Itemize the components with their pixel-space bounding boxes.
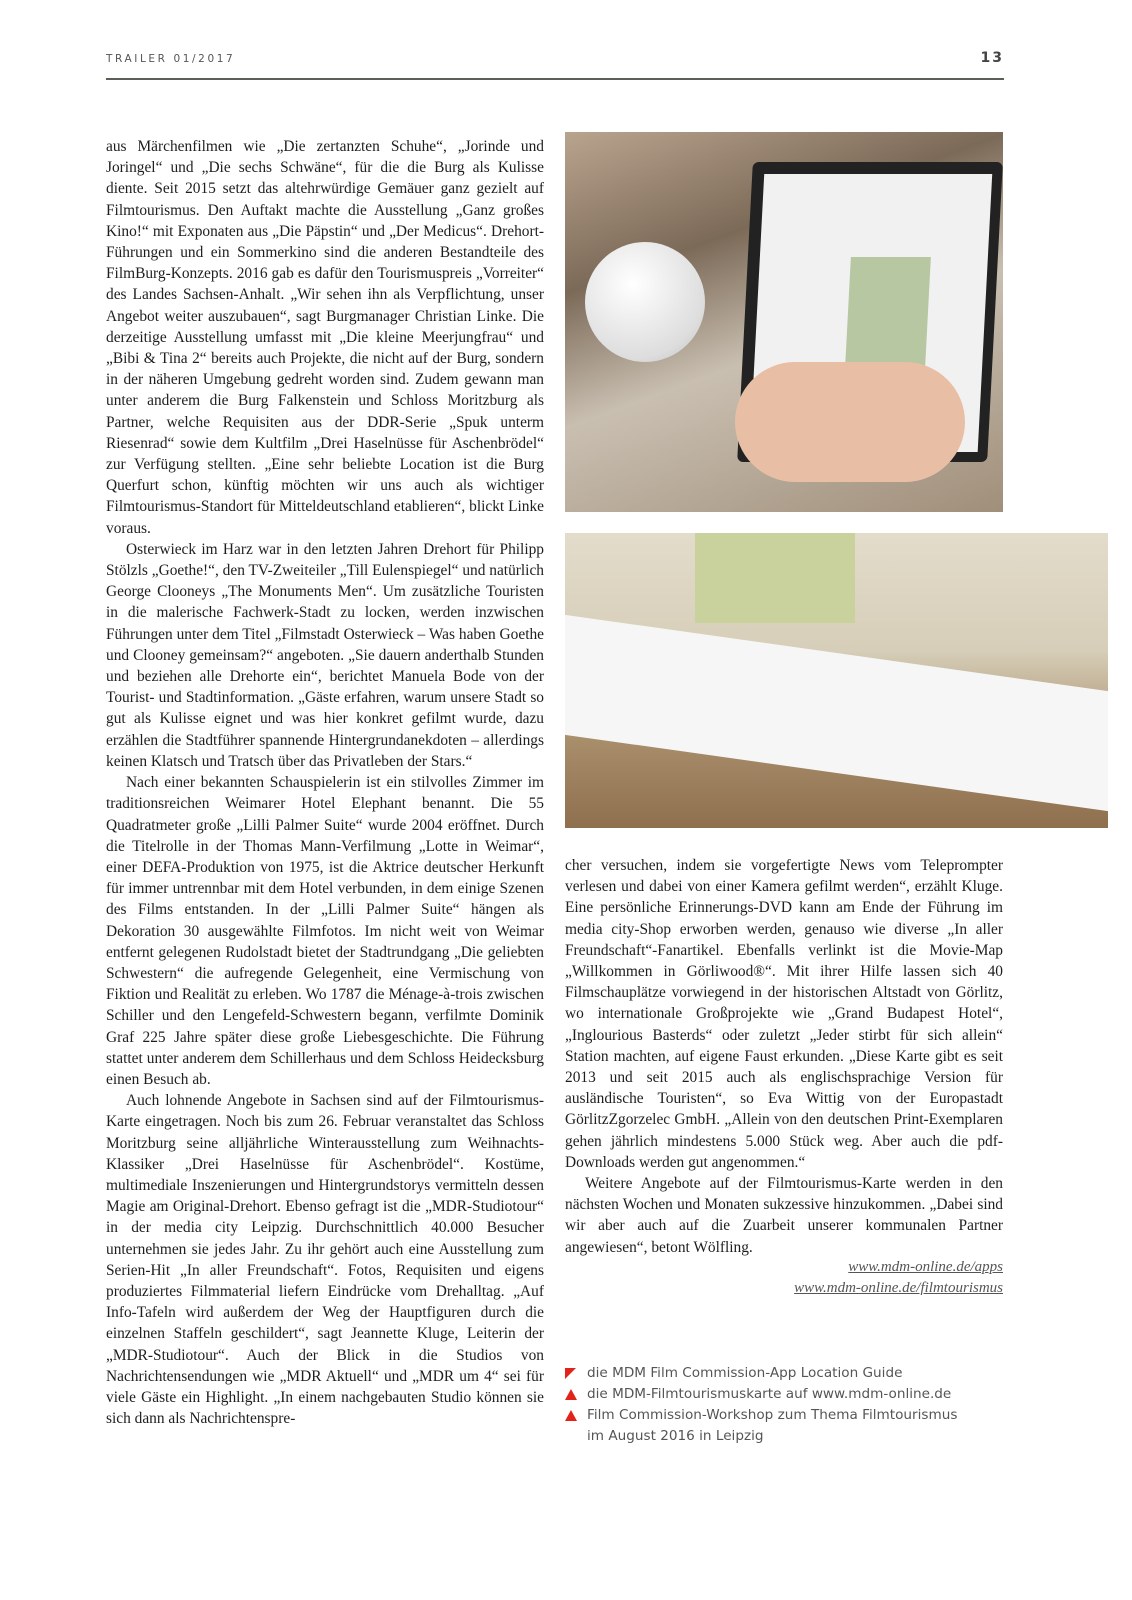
caption-item — [565, 1384, 967, 1405]
header-divider — [106, 78, 1004, 80]
left-column — [106, 136, 544, 1429]
caption-text: die MDM Film Commission-App Location Guide — [587, 1365, 903, 1381]
paragraph: cher versuchen, indem sie vorgefertigte News vom Teleprompter verlesen und dabei von einer Kamera gefilmt werden“, erzählt Kluge. Eine persönliche Erinnerungs-DVD kann am Ende der Führung im media city-Shop erworben werden, genauso wie diverse „In aller Freundschaft“-Fanartikel. Ebenfalls verlinkt ist die Movie-Map „Willkommen in Görliwood®“. Mit ihrer Hilfe lassen sich 40 Filmschauplätze vorwiegend in der historischen Altstadt von Görlitz, wo internationale Großprojekte wie „Grand Budapest Hotel“, „Inglourious Basterds“ oder zuletzt „Jeder stirbt für sich allein“ Station machten, auf eigene Faust erkunden. „Diese Karte gibt es seit 2013 und seit 2015 auch als englischsprachige Version für ausländische Touristen“, so Eva Wittig von der Europastadt GörlitzZgorzelec GmbH. „Allein von den deutschen Print-Exemplaren gehen jährlich mindestens 5.000 Stück weg. Aber auch die pdf-Downloads werden gut angenommen.“ — [565, 857, 1003, 1171]
corner-triangle-icon — [565, 1368, 576, 1379]
paragraph: aus Märchenfilmen wie „Die zertanzten Schuhe“, „Jorinde und Joringel“ und „Die sechs Schwäne“, für die die Burg als Kulisse diente. Seit 2015 setzt das altehrwürdige Gemäuer ganz gezielt auf Filmtourismus. Den Auftakt machte die Ausstellung „Ganz großes Kino!“ mit Exponaten aus „Die Päpstin“ und „Der Medicus“. Drehort-Führungen und ein Sommerkino sind die anderen Bestandteile des FilmBurg-Konzepts. 2016 gab es dafür den Tourismuspreis „Vorreiter“ des Landes Sachsen-Anhalt. „Wir sehen ihn als Verpflichtung, unser Angebot weiter auszubauen“, sagt Burgmanager Christian Linke. Die derzeitige Ausstellung umfasst mit „Die kleine Meerjungfrau“ und „Bibi & Tina 2“ bereits auch Projekte, die nicht auf der Burg, sondern in der näheren Umgebung gedreht worden sind. Zudem gewann man unter anderem die Burg Falkenstein und Schloss Moritzburg als Partner, welche Requisiten aus der DDR-Serie „Spuk unterm Riesenrad“ sowie dem Kultfilm „Drei Haselnüsse für Aschenbrödel“ zur Verfügung stellten. „Eine sehr beliebte Location ist die Burg Querfurt schon, künftig möchten wir uns auch als wichtiger Filmtourismus-Standort für Mitteldeutschland etablieren“, blickt Linke voraus. — [106, 138, 544, 537]
links — [794, 1257, 1003, 1299]
triangle-up-icon — [565, 1389, 577, 1400]
link-apps[interactable]: www.mdm-online.de/apps — [848, 1259, 1003, 1275]
paragraph: Nach einer bekannten Schauspielerin ist ein stilvolles Zimmer im traditionsreichen Weimarer Hotel Elephant benannt. Die 55 Quadratmeter große „Lilli Palmer Suite“ wurde 2004 eröffnet. Durch die Titelrolle in der Thomas Mann-Verfilmung „Lotte in Weimar“, einer DEFA-Produktion von 1975, ist die Aktrice deutscher Herkunft für immer untrennbar mit dem Hotel verbunden, in dem einige Szenen des Films entstanden. In der „Lilli Palmer Suite“ hängen als Dekoration 30 ausgewählte Filmfotos. Im nicht weit von Weimar entfernt gelegenen Rudolstadt bietet der Stadtrundgang „Die geliebten Schwestern“ die aufregende Gelegenheit, eine Vermischung von Fiktion und Realität zu erleben. Wo 1787 die Ménage-à-trois zwischen Schiller und den Lengefeld-Schwestern begann, verfilmte Dominik Graf 225 Jahre später diese große Liebesgeschichte. Die Führung stattet unter anderem dem Schillerhaus und dem Schloss Heidecksburg einen Besuch ab. — [106, 774, 544, 1088]
publication-title: TRAILER 01/2017 — [106, 53, 236, 65]
caption-text: die MDM-Filmtourismuskarte auf www.mdm-online.de — [587, 1386, 952, 1402]
conference-table — [565, 615, 1108, 811]
photo-workshop — [565, 533, 1108, 828]
photo-laptop-app — [565, 132, 1003, 512]
photo-captions — [565, 1363, 967, 1447]
caption-item — [565, 1363, 967, 1384]
caption-item — [565, 1405, 967, 1447]
page-number: 13 — [980, 50, 1004, 66]
teapot — [585, 242, 705, 362]
link-filmtourismus[interactable]: www.mdm-online.de/filmtourismus — [794, 1280, 1003, 1296]
paragraph: Auch lohnende Angebote in Sachsen sind auf der Filmtourismus-Karte eingetragen. Noch bis zum 26. Februar veranstaltet das Schloss Moritzburg seine alljährliche Winterausstellung zum Weihnachts-Klassiker „Drei Haselnüsse für Aschenbrödel“. Kostüme, multimediale Inszenierungen und Hintergrundstorys vermitteln dessen Magie am Original-Drehort. Ebenso gefragt ist die „MDR-Studiotour“ in der media city Leipzig. Durchschnittlich 40.000 Besucher unternehmen sie jedes Jahr. Zu ihr gehört auch eine Ausstellung zum Serien-Hit „In aller Freundschaft“. Fotos, Requisiten und eigens produziertes Filmmaterial liefern Eindrücke vom Drehalltag. „Auf Info-Tafeln wird außerdem der Weg der Hauptfiguren durch die einzelnen Staffeln geschildert“, sagt Jeannette Kluge, Leiterin der „MDR-Studiotour“. Auch der Blick in die Studios von Nachrichtensendungen wie „MDR Aktuell“ und „MDR um 4“ sei für viele Gäste ein Highlight. „In einem nachgebauten Studio können sie sich dann als Nachrichtenspre- — [106, 1092, 544, 1428]
triangle-up-icon — [565, 1410, 577, 1421]
hands — [735, 362, 965, 482]
paragraph: Osterwieck im Harz war in den letzten Jahren Drehort für Philipp Stölzls „Goethe!“, den TV-Zweiteiler „Till Eulenspiegel“ und natürlich George Clooneys „The Monuments Men“. Um zusätzliche Touristen in die malerische Fachwerk-Stadt zu locken, werden inzwischen Führungen unter dem Titel „Filmstadt Osterwieck – Was haben Goethe und Clooney gemeinsam?“ angeboten. „Sie dauern anderthalb Stunden und beziehen alle Drehorte ein“, berichtet Manuela Bode von der Tourist- und Stadtinformation. „Gäste erfahren, warum unsere Stadt so gut als Kulisse eignet und was hier konkret gefilmt wurde, dazu erzählen die Stadtführer spannende Hintergrundanekdoten – allerdings keinen Klatsch und Tratsch über das Privatleben der Stars.“ — [106, 540, 544, 770]
caption-text: Film Commission-Workshop zum Thema Filmtourismus im August 2016 in Leipzig — [587, 1407, 958, 1444]
right-column — [565, 855, 1003, 1258]
projection-screen — [695, 533, 855, 623]
paragraph: Weitere Angebote auf der Filmtourismus-Karte werden in den nächsten Wochen und Monaten sukzessive hinzukommen. „Dabei sind wir aber auch auf die Zuarbeit unserer kommunalen Partner angewiesen“, betont Wölfling. — [565, 1175, 1003, 1256]
